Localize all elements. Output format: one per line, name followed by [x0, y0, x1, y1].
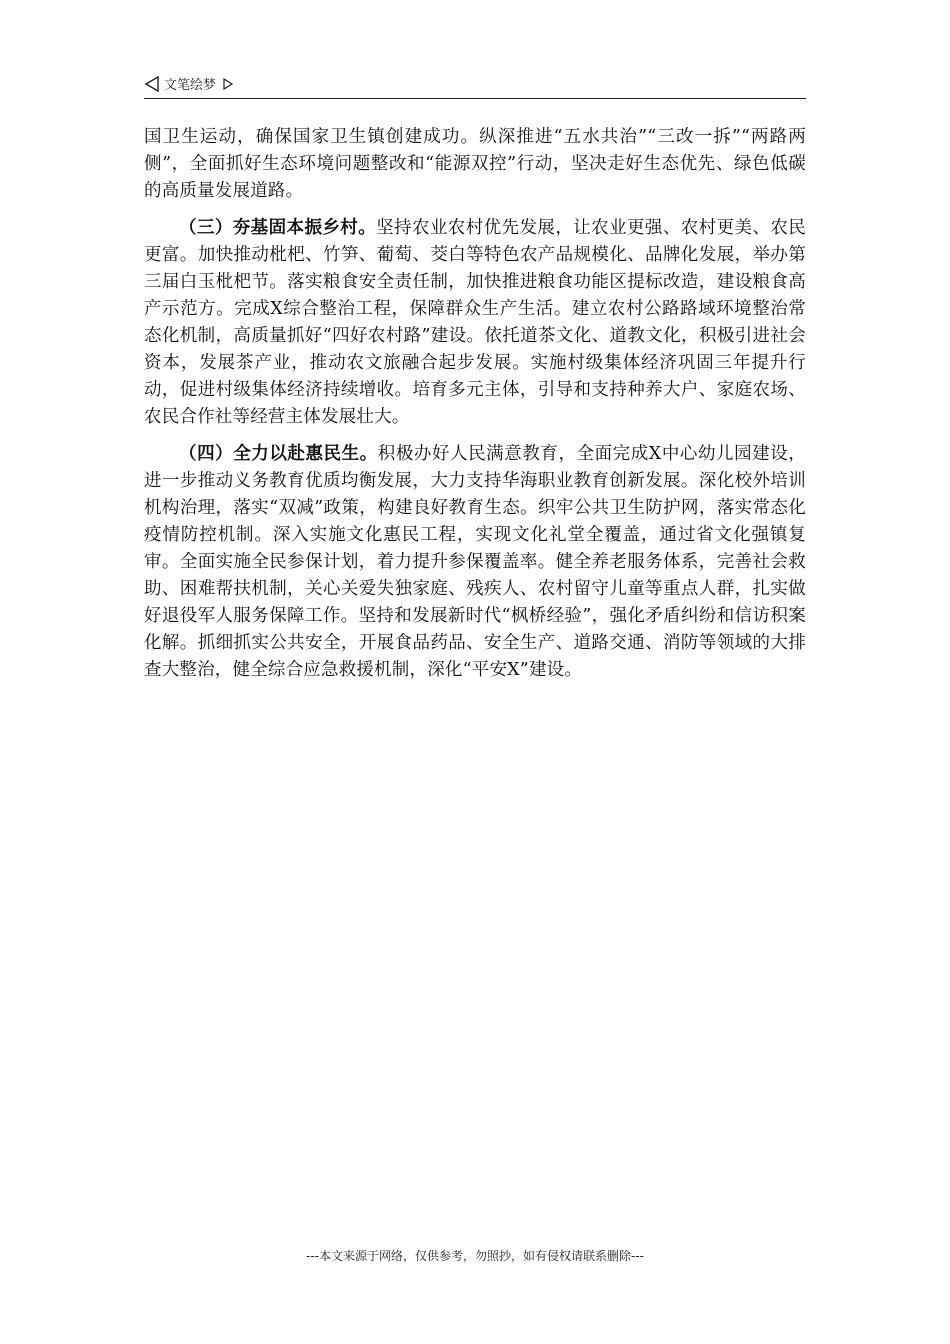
document-body	[144, 124, 806, 694]
paragraph-heading: （三）夯基固本振乡村。	[179, 218, 377, 238]
paragraph-text: 国卫生运动，确保国家卫生镇创建成功。纵深推进“五水共治”“三改一拆”“两路两侧”，全面抓好生态环境问题整改和“能源双控”行动，坚决走好生态优先、绿色低碳的高质量发展道路。	[144, 127, 806, 201]
paragraph-text: 积极办好人民满意教育，全面完成X中心幼儿园建设，进一步推动义务教育优质均衡发展，大力支持华海职业教育创新发展。深化校外培训机构治理，落实“双减”政策，构建良好教育生态。织牢公共卫生防护网，落实常态化疫情防控机制。深入实施文化惠民工程，实现文化礼堂全覆盖，通过省文化强镇复审。全面实施全民参保计划，着力提升参保覆盖率。健全养老服务体系，完善社会救助、困难帮扶机制，关心关爱失独家庭、残疾人、农村留守儿童等重点人群，扎实做好退役军人服务保障工作。坚持和发展新时代“枫桥经验”，强化矛盾纠纷和信访积案化解。抓细抓实公共安全，开展食品药品、安全生产、道路交通、消防等领域的大排查大整治，健全综合应急救援机制，深化“平安X”建设。	[144, 444, 806, 680]
page-header	[144, 70, 806, 99]
paragraph-livelihood	[144, 441, 806, 684]
paragraph-continuation	[144, 124, 806, 205]
paragraph-rural-revitalization	[144, 215, 806, 431]
header-title: 文笔绘梦	[164, 78, 217, 93]
triangle-left-icon	[144, 75, 160, 93]
page-footer-note: ---本文来源于网络，仅供参考，勿照抄，如有侵权请联系删除---	[306, 1249, 644, 1263]
triangle-right-icon	[222, 77, 234, 91]
header-brand	[144, 74, 234, 93]
paragraph-heading: （四）全力以赴惠民生。	[179, 444, 378, 464]
paragraph-text: 坚持农业农村优先发展，让农业更强、农村更美、农民更富。加快推动枇杷、竹笋、葡萄、茭白等特色农产品规模化、品牌化发展，举办第三届白玉枇杷节。落实粮食安全责任制，加快推进粮食功能区提标改造，建设粮食高产示范方。完成X综合整治工程，保障群众生产生活。建立农村公路路域环境整治常态化机制，高质量抓好“四好农村路”建设。依托道茶文化、道教文化，积极引进社会资本，发展茶产业，推动农文旅融合起步发展。实施村级集体经济巩固三年提升行动，促进村级集体经济持续增收。培育多元主体，引导和支持种养大户、家庭农场、农民合作社等经营主体发展壮大。	[144, 218, 806, 427]
